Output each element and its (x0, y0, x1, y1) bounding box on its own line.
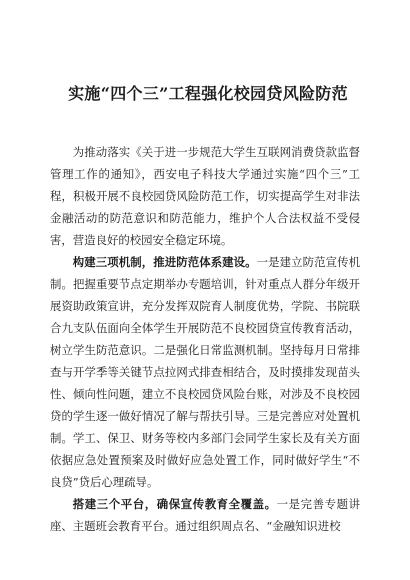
paragraph-platforms (50, 493, 360, 537)
paragraph-lead: 搭建三个平台，确保宣传教育全覆盖。 (72, 497, 277, 511)
paragraph-text: 为推动落实《关于进一步规范大学生互联网消费贷款监督管理工作的通知》，西安电子科技大学通过实施“四个三”工程，积极开展不良校园贷风险防范工作，切实提高学生对非法金融活动的防范意识和防范能力，维护个人合法权益不受侵害，营造良好的校园安全稳定环境。 (50, 145, 360, 247)
paragraph-intro (50, 141, 360, 251)
paragraph-text: 一是建立防范宣传机制。把握重要节点定期举办专题培训，针对重点人群分年级开展资助政策宣讲，充分发挥双院育人制度优势，学院、书院联合九支队伍面向全体学生开展防范不良校园贷宣传教育活动，树立学生防范意识。二是强化日常监测机制。坚持每月日常排查与开学季等关键节点拉网式排查相结合，及时摸排发现苗头性、倾向性问题，建立不良校园贷风险台账，对涉及不良校园贷的学生逐一做好情况了解与帮扶引导。三是完善应对处置机制。学工、保卫、财务等校内多部门会同学生家长及有关方面依据应急处置预案及时做好应急处置工作，同时做好学生“不良贷”贷后心理疏导。 (50, 255, 360, 489)
paragraph-lead: 构建三项机制，推进防范体系建设。 (72, 255, 257, 269)
paragraph-text: 一是完善专题讲座、主题班会教育平台。通过组织周点名、“金融知识进校 (50, 497, 360, 533)
paragraph-mechanisms (50, 251, 360, 493)
document-title: 实施“四个三”工程强化校园贷风险防范 (68, 84, 348, 103)
